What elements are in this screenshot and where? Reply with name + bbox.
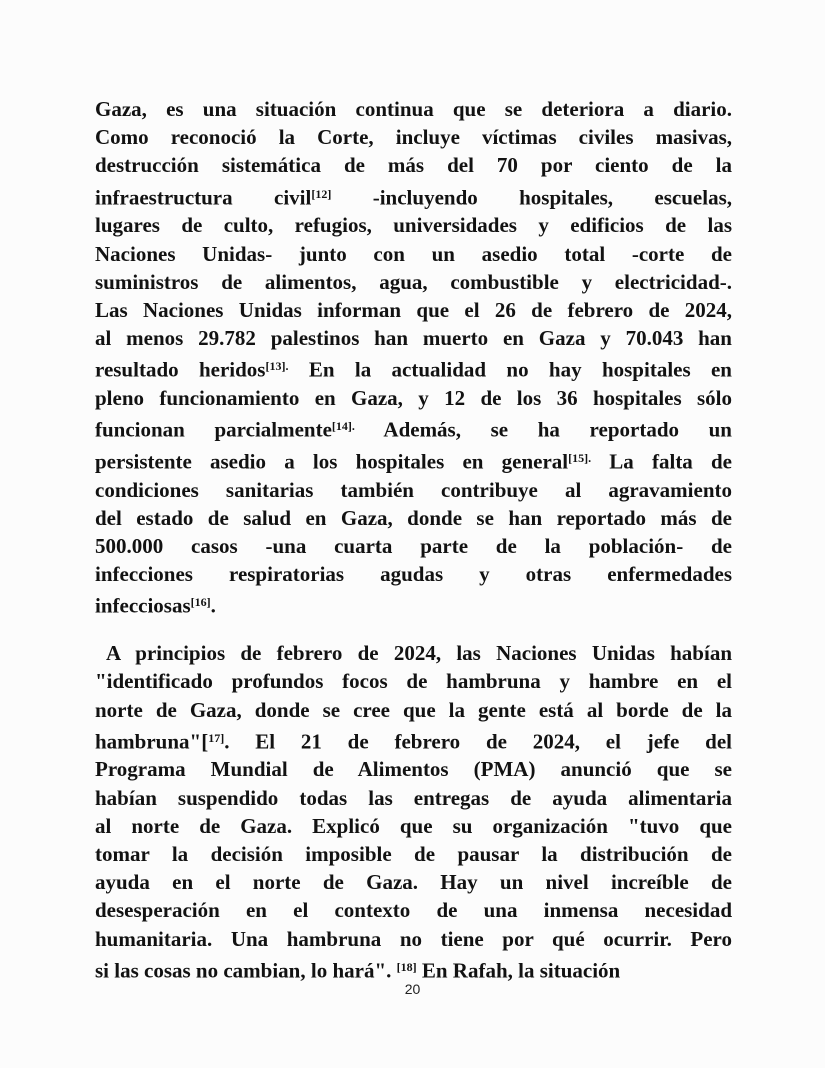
text-line: norte de Gaza, donde se cree que la gente está al borde de la xyxy=(95,697,732,722)
text-line: ayuda en el norte de Gaza. Hay un nivel increíble de xyxy=(95,870,732,895)
footnote-ref: [15]. xyxy=(568,450,592,465)
text-line: Las Naciones Unidas informan que el 26 de febrero de 2024, xyxy=(95,297,732,322)
text-line: infecciones respiratorias agudas y otras enfermedades xyxy=(95,562,732,587)
text-line: resultado heridos$^{[13].}$ En la actualidad no hay hospitales en xyxy=(95,357,732,382)
text-line: al menos 29.782 palestinos han muerto en Gaza y 70.043 han xyxy=(95,326,732,351)
footnote-ref: [14]. xyxy=(331,419,355,434)
paragraph xyxy=(95,95,732,620)
text-line: lugares de culto, refugios, universidades y edificios de las xyxy=(95,213,732,238)
text-line: A principios de febrero de 2024, las Naciones Unidas habían xyxy=(106,641,732,666)
text-line: condiciones sanitarias también contribuye al agravamiento xyxy=(95,477,732,502)
text-line: suministros de alimentos, agua, combustible y electricidad-. xyxy=(95,269,732,294)
text-line: destrucción sistemática de más del 70 por ciento de la xyxy=(95,153,732,178)
text-line: Naciones Unidas- junto con un asedio total -corte de xyxy=(95,241,732,266)
text-line: pleno funcionamiento en Gaza, y 12 de los 36 hospitales sólo xyxy=(95,386,732,411)
paragraph xyxy=(95,639,732,984)
text-line: tomar la decisión imposible de pausar la distribución de xyxy=(95,842,732,867)
page-number: 20 xyxy=(404,981,421,997)
text-line: infecciosas[16]. xyxy=(95,593,216,618)
text-line: del estado de salud en Gaza, donde se han reportado más de xyxy=(95,505,732,530)
text-line: hambruna"[$^{17]}$. El 21 de febrero de 2024, el jefe del xyxy=(95,729,732,754)
text-line: Programa Mundial de Alimentos (PMA) anunció que se xyxy=(95,757,732,782)
text-line: Como reconoció la Corte, incluye víctimas civiles masivas, xyxy=(95,125,732,150)
text-line: al norte de Gaza. Explicó que su organización "tuvo que xyxy=(95,813,732,838)
text-line: habían suspendido todas las entregas de ayuda alimentaria xyxy=(95,785,732,810)
footnote-ref: [18] xyxy=(396,959,417,974)
footnote-ref: [12] xyxy=(311,186,332,201)
footnote-ref: [13]. xyxy=(265,359,289,374)
text-line: persistente asedio a los hospitales en general$^{[15].}$ La falta de xyxy=(95,449,732,474)
footnote-ref: 17] xyxy=(208,730,225,745)
text-line: humanitaria. Una hambruna no tiene por qué ocurrir. Pero xyxy=(95,926,732,951)
body-text xyxy=(95,95,732,985)
text-line: "identificado profundos focos de hambruna y hambre en el xyxy=(95,669,732,694)
text-line: funcionan parcialmente$^{[14].}$ Además, se ha reportado un xyxy=(95,417,732,442)
footnote-ref: [16] xyxy=(190,595,211,610)
text-line: infraestructura civil[12] -incluyendo hospitales, escuelas, xyxy=(95,185,732,210)
text-line: desesperación en el contexto de una inmensa necesidad xyxy=(95,898,732,923)
text-line: Gaza, es una situación continua que se deteriora a diario. xyxy=(95,97,732,121)
text-line: 500.000 casos -una cuarta parte de la población- de xyxy=(95,534,732,559)
text-line: si las cosas no cambian, lo hará". [18] En Rafah, la situación xyxy=(95,958,621,983)
